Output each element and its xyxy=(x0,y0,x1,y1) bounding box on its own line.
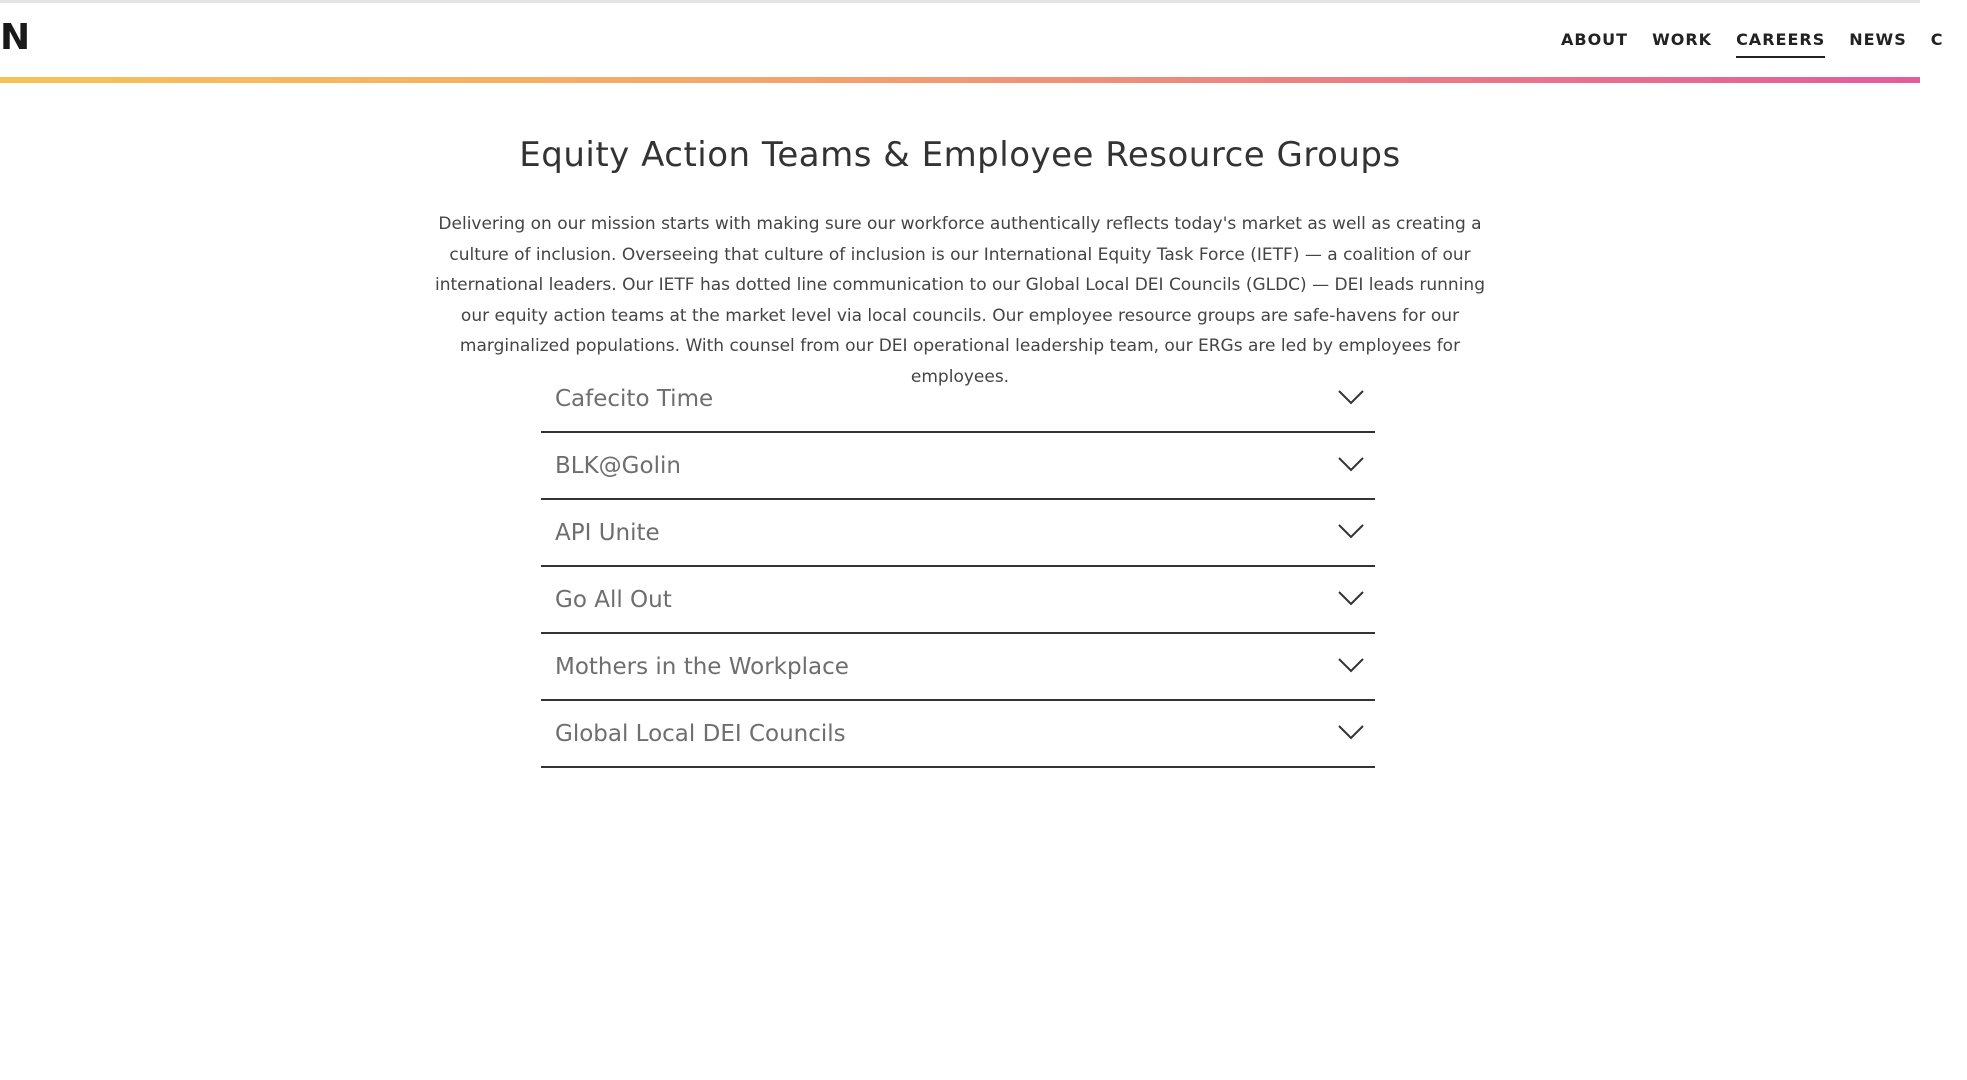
nav-item-contact[interactable]: C xyxy=(1930,30,1944,49)
accordion-item-go-all-out[interactable] xyxy=(541,567,1375,634)
accordion-item-label: Go All Out xyxy=(555,587,672,613)
main-nav xyxy=(1561,3,1967,77)
nav-item-careers[interactable]: CAREERS xyxy=(1736,30,1826,49)
accordion-item-label: Mothers in the Workplace xyxy=(555,654,849,680)
nav-item-work[interactable]: WORK xyxy=(1652,30,1713,49)
accordion-item-api-unite[interactable] xyxy=(541,500,1375,567)
chevron-down-icon[interactable] xyxy=(1337,723,1365,741)
accordion-item-blk-golin[interactable] xyxy=(541,433,1375,500)
erg-accordion xyxy=(541,366,1375,768)
site-header xyxy=(0,3,1944,77)
nav-item-news[interactable]: NEWS xyxy=(1849,30,1907,49)
accordion-item-global-local-dei-councils[interactable] xyxy=(541,701,1375,768)
logo[interactable]: N xyxy=(0,17,31,58)
accordion-item-label: BLK@Golin xyxy=(555,453,681,479)
accordion-item-cafecito-time[interactable] xyxy=(541,366,1375,433)
nav-item-about[interactable]: ABOUT xyxy=(1561,30,1629,49)
chevron-down-icon[interactable] xyxy=(1337,388,1365,406)
accordion-item-label: Cafecito Time xyxy=(555,386,714,412)
chevron-down-icon[interactable] xyxy=(1337,589,1365,607)
accordion-item-label: API Unite xyxy=(555,520,660,546)
chevron-down-icon[interactable] xyxy=(1337,656,1365,674)
accordion-item-label: Global Local DEI Councils xyxy=(555,721,846,747)
accordion-item-mothers-in-the-workplace[interactable] xyxy=(541,634,1375,701)
chevron-down-icon[interactable] xyxy=(1337,522,1365,540)
chevron-down-icon[interactable] xyxy=(1337,455,1365,473)
page-title: Equity Action Teams & Employee Resource Groups xyxy=(519,135,1401,175)
main-content xyxy=(0,83,1920,392)
intro-paragraph: Delivering on our mission starts with making sure our workforce authentically reflects today's market as well as creating a culture of inclusion. Overseeing that culture of inclusion is our International Equity Task Force (IETF) — a coalition of our international leaders. Our IETF has dotted line communication to our Global Local DEI Councils (GLDC) — DEI leads running our equity action teams at the market level via local councils. Our employee resource groups are safe-havens for our marginalized populations. With counsel from our DEI operational leadership team, our ERGs are led by employees for employees. xyxy=(434,214,1485,387)
